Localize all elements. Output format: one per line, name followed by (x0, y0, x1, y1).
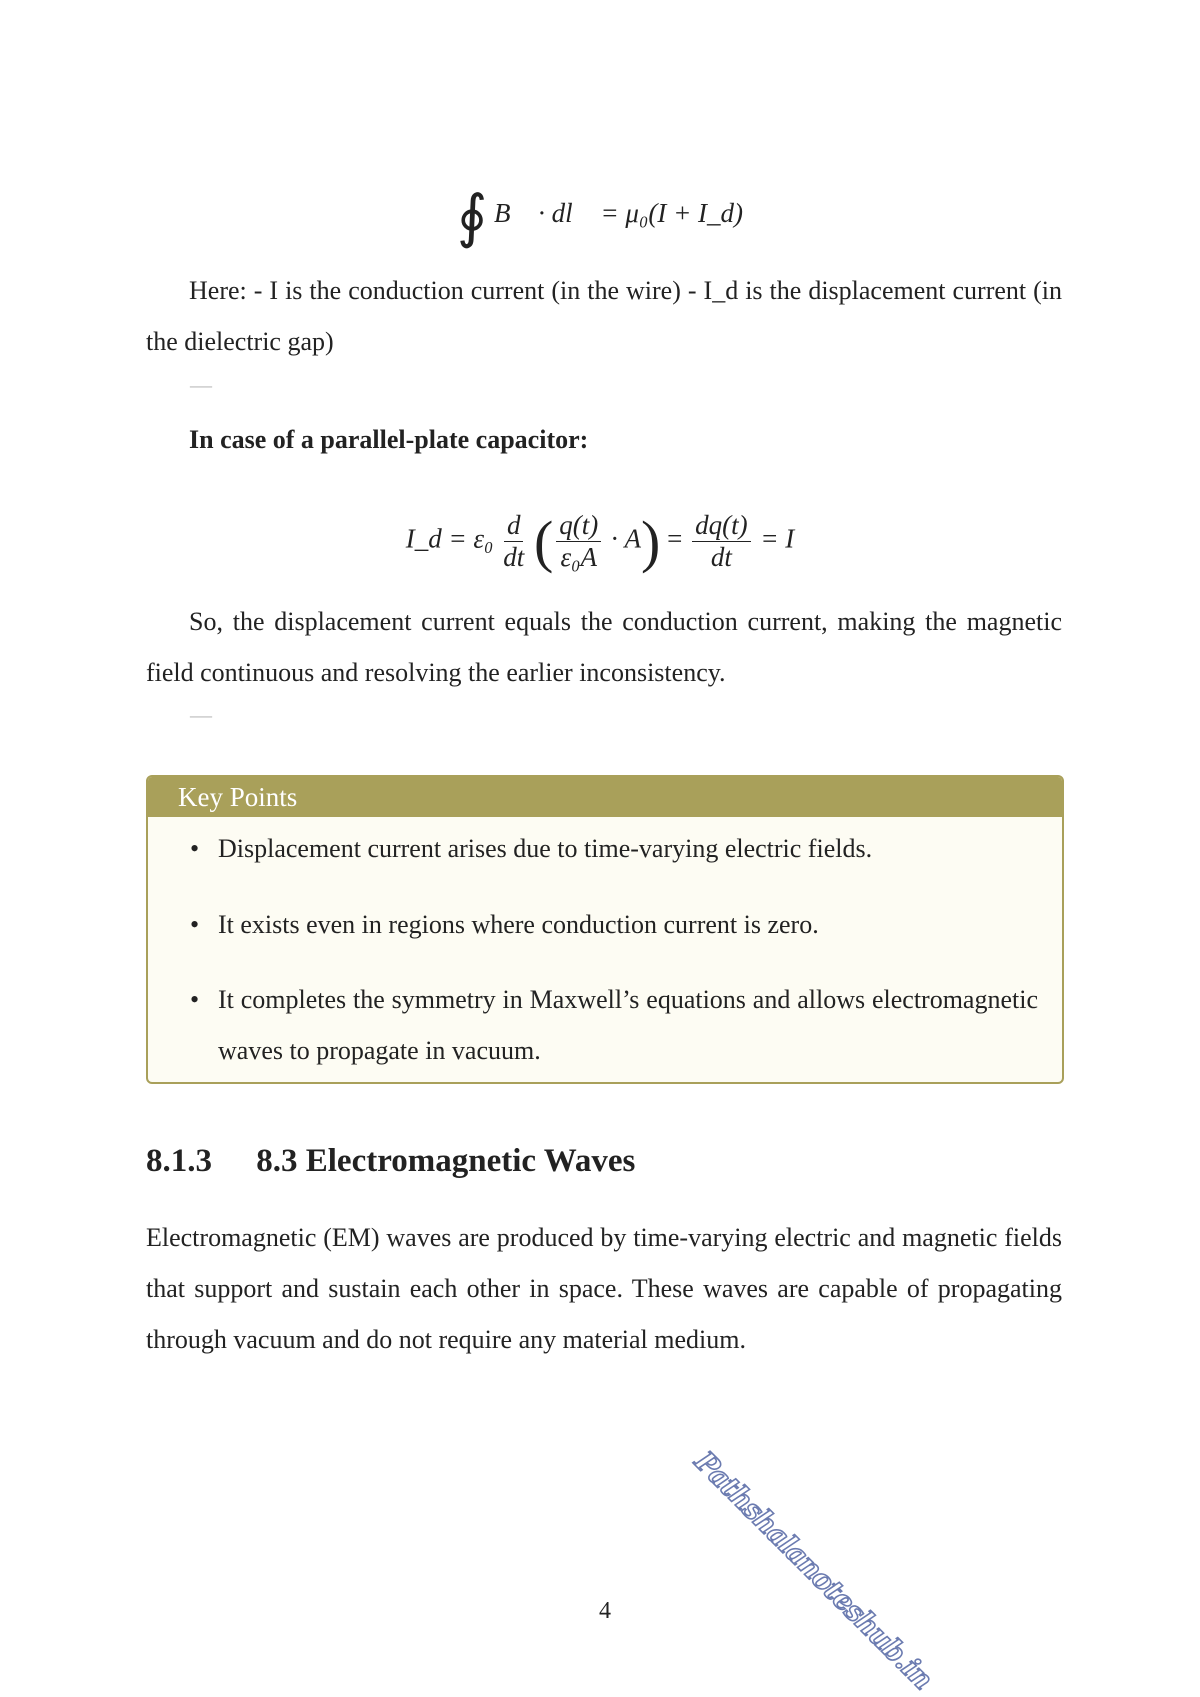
denominator: ε₀A (560, 542, 598, 572)
section-title: 8.3 Electromagnetic Waves (256, 1143, 636, 1179)
eq-lhs: B⃗ · dl⃗ (493, 198, 594, 229)
dot-A: · A (611, 523, 642, 554)
separator: — (190, 702, 212, 727)
denominator: dt (710, 542, 732, 572)
numerator: d (504, 510, 524, 542)
equation-displacement-current (0, 508, 1200, 575)
list-item: • It exists even in regions where conduction current is zero. (218, 899, 1038, 950)
eq-rhs: = μ₀(I + I_d) (600, 198, 744, 229)
paragraph-em-waves: Electromagnetic (EM) waves are produced by time-varying electric and magnetic fields that support and sustain each other in space. These waves are capable of propagating through vacuum and do not require any material medium. (146, 1223, 1062, 1354)
right-paren: ) (641, 509, 661, 574)
list-item: • It completes the symmetry in Maxwell’s equations and allows electromagnetic waves to propagate in vacuum. (218, 974, 1038, 1076)
paragraph-conclusion: So, the displacement current equals the conduction current, making the magnetic field continuous and resolving the earlier inconsistency. (146, 607, 1062, 687)
section-heading (146, 1143, 635, 1180)
left-paren: ( (533, 509, 554, 574)
paragraph-definitions: Here: - I is the conduction current (in the wire) - I_d is the displacement current (in the dielectric gap) (146, 276, 1062, 356)
watermark: Pathshalanoteshub.in (688, 1444, 939, 1696)
page-number: 4 (599, 1598, 611, 1624)
separator: — (190, 372, 212, 397)
denominator: dt (503, 542, 525, 572)
eq2-lhs: I_d = ε₀ (405, 523, 494, 554)
numerator: q(t) (556, 510, 601, 542)
list-item: • Displacement current arises due to time-varying electric fields. (218, 823, 1038, 874)
eq2-end: = I (760, 523, 795, 554)
equation-ampere-maxwell (0, 182, 1200, 250)
key-points-title: Key Points (148, 777, 1062, 817)
fraction-dq-dt (692, 510, 750, 573)
contour-integral: ∮ (456, 184, 488, 249)
subheading: In case of a parallel-plate capacitor: (189, 425, 589, 454)
fraction-d-dt (503, 510, 524, 573)
equals: = (667, 523, 683, 554)
fraction-q-e0A (556, 510, 601, 573)
section-number: 8.1.3 (146, 1143, 212, 1179)
key-points-box (146, 775, 1064, 1084)
numerator: dq(t) (692, 510, 750, 542)
